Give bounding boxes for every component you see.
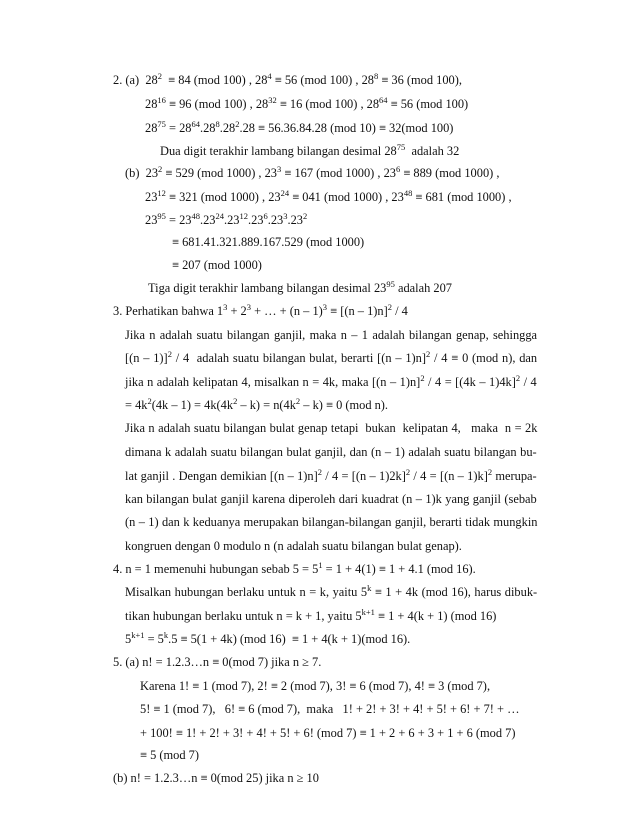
text-run: .23 <box>287 213 303 227</box>
text-run: ≡ [(n – 1)n] <box>327 304 388 318</box>
text-run: ≡ 321 (mod 1000) , 23 <box>165 190 281 204</box>
text-run: 5. (a) n! = 1.2.3…n ≡ 0(mod 7) jika n ≥ 7. <box>113 655 322 669</box>
text-run: (b) 23 <box>125 166 159 180</box>
text-line-p3-1 <box>113 303 408 319</box>
superscript: 2 <box>405 467 411 477</box>
superscript: 2 <box>158 164 163 174</box>
text-run: ) <box>492 609 497 623</box>
text-run: .23 <box>267 213 284 227</box>
text-run: = 1 + 4(1) ≡ 1 + 4.1 (mod 16). <box>322 562 476 576</box>
text-run: / 4 = [(n – 1)k] <box>410 469 488 483</box>
text-run: 5! ≡ 1 (mod 7), 6! ≡ 6 (mod 7), maka 1! + 2! + 3! + 4! + 5! + 6! + 7! + … <box>140 702 520 716</box>
text-run: = 5 <box>144 632 164 646</box>
text-run: .28 <box>219 121 236 135</box>
text-run: = 23 <box>165 213 192 227</box>
superscript: 2 <box>515 373 521 383</box>
text-run: ≡ 1 + 4k (mod 16), harus dibuk- <box>371 585 538 599</box>
text-run: 4. n = 1 memenuhi hubungan sebab 5 = 5 <box>113 562 319 576</box>
superscript: 2 <box>235 119 240 129</box>
text-run: 5 <box>125 632 132 646</box>
text-run: = 28 <box>165 121 192 135</box>
text-run: / 4 = [(4k – 1)4k] <box>424 375 516 389</box>
superscript: 64 <box>379 95 388 105</box>
text-run: .23 <box>223 213 240 227</box>
superscript: 3 <box>283 211 288 221</box>
superscript: 95 <box>157 211 166 221</box>
text-line-p3-9 <box>125 491 537 507</box>
text-line-p4-2 <box>125 584 537 600</box>
superscript: 2 <box>233 396 238 406</box>
superscript: k+1 <box>131 630 145 640</box>
text-run: ≡ 889 (mod 1000) , <box>400 166 500 180</box>
superscript: 2 <box>167 349 172 359</box>
text-run: .28 ≡ 56.36.84.28 (mod 10) ≡ 32(mod 100) <box>239 121 454 135</box>
superscript: 3 <box>223 302 228 312</box>
superscript: 12 <box>157 188 166 198</box>
superscript: 12 <box>239 211 248 221</box>
superscript: 75 <box>157 119 166 129</box>
superscript: 3 <box>246 302 251 312</box>
text-run: (4k – 1) = 4k(4k <box>151 398 234 412</box>
superscript: 75 <box>396 142 406 152</box>
superscript: 2 <box>295 396 301 406</box>
text-run: + 2 <box>227 304 247 318</box>
text-run: kongruen dengan 0 modulo n (n adalah suatu bilangan bulat genap). <box>125 539 462 553</box>
text-run: ≡ 96 (mod 100) , 28 <box>165 97 269 111</box>
superscript: k <box>367 583 372 593</box>
text-run: lat ganjil . Dengan demikian [(n – 1)n] <box>125 469 318 483</box>
text-run: (b) n! = 1.2.3…n ≡ 0(mod 25) jika n ≥ 10 <box>113 771 319 785</box>
text-run: / 4 <box>520 375 537 389</box>
text-run: Tiga digit terakhir lambang bilangan desimal 23 <box>148 281 387 295</box>
text-run: + … + (n – 1) <box>251 304 323 318</box>
text-line-p3-6 <box>125 420 537 436</box>
text-run: kan bilangan bulat ganjil karena diperoleh dari kuadrat (n – 1)k yang ganjil (sebab <box>125 492 537 506</box>
superscript: 6 <box>263 211 268 221</box>
text-run: ≡ 207 (mod 1000) <box>172 258 262 272</box>
text-run: ≡ 1 + 4(k + 1) (mod 16 <box>374 609 493 623</box>
text-line-p2b-6 <box>148 280 452 296</box>
text-line-p5-6 <box>113 770 319 786</box>
text-run: jika n adalah kelipatan 4, misalkan n = 4k, maka [(n – 1)n] <box>125 375 421 389</box>
text-run: 2. (a) 28 <box>113 73 158 87</box>
text-run: Dua digit terakhir lambang bilangan desimal 28 <box>160 144 397 158</box>
superscript: 2 <box>487 467 493 477</box>
text-run: ≡ 681.41.321.889.167.529 (mod 1000) <box>172 235 365 249</box>
text-run: Misalkan hubungan berlaku untuk n = k, yaitu 5 <box>125 585 368 599</box>
text-run: .28 <box>199 121 216 135</box>
superscript: 4 <box>267 71 272 81</box>
superscript: 2 <box>302 211 308 221</box>
text-line-p2a-2 <box>145 96 468 112</box>
text-line-p2a-4 <box>160 143 459 159</box>
text-run: / 4 = [(n – 1)2k] <box>321 469 406 483</box>
text-run: 3. Perhatikan bahwa 1 <box>113 304 224 318</box>
text-line-p4-3 <box>125 608 496 624</box>
text-line-p3-7 <box>125 444 537 460</box>
text-line-p5-3 <box>140 701 519 717</box>
text-run: .23 <box>199 213 216 227</box>
superscript: 3 <box>277 164 282 174</box>
text-run: – k) = n(4k <box>237 398 296 412</box>
text-run: ≡ 5 (mod 7) <box>140 748 199 762</box>
text-run: ≡ 36 (mod 100), <box>378 73 462 87</box>
text-run: – k) ≡ 0 (mod n). <box>300 398 389 412</box>
text-line-p5-1 <box>113 654 321 670</box>
superscript: 16 <box>157 95 166 105</box>
superscript: 6 <box>395 164 401 174</box>
text-run: ≡ 56 (mod 100) , 28 <box>271 73 374 87</box>
superscript: 2 <box>420 373 425 383</box>
text-run: .23 <box>247 213 264 227</box>
text-line-p3-11 <box>125 538 462 554</box>
text-line-p3-2 <box>125 327 537 343</box>
superscript: 64 <box>191 119 200 129</box>
superscript: 2 <box>317 467 322 477</box>
text-line-p2b-1 <box>125 165 499 181</box>
text-line-p3-8 <box>125 468 537 484</box>
text-line-p3-4 <box>125 374 537 390</box>
text-line-p2b-2 <box>145 189 512 205</box>
text-run: ≡ 84 (mod 100) , 28 <box>161 73 268 87</box>
superscript: 32 <box>268 95 277 105</box>
text-line-p4-4 <box>125 631 410 647</box>
text-line-p5-5 <box>140 747 199 763</box>
text-run: ≡ 167 (mod 1000) , 23 <box>281 166 396 180</box>
text-run: (n – 1) dan k keduanya merupakan bilangan-bilangan ganjil, berarti tidak mungkin <box>125 515 538 529</box>
text-run: .5 ≡ 5(1 + 4k) (mod 16) ≡ 1 + 4(k + 1)(mod 16). <box>168 632 411 646</box>
text-run: 28 <box>145 121 158 135</box>
text-run: / 4 adalah suatu bilangan bulat, berarti [(n – 1)n] <box>171 351 426 365</box>
superscript: 1 <box>318 560 323 570</box>
text-run: 23 <box>145 213 158 227</box>
superscript: 48 <box>403 188 413 198</box>
text-run: [(n – 1)] <box>125 351 168 365</box>
text-line-p3-10 <box>125 514 537 530</box>
text-run: merupa- <box>492 469 537 483</box>
text-run: Jika n adalah suatu bilangan ganjil, maka n – 1 adalah bilangan genap, sehingga <box>125 328 538 342</box>
text-run: ≡ 56 (mod 100) <box>387 97 469 111</box>
text-line-p2b-5 <box>172 257 262 273</box>
text-run: / 4 ≡ 0 (mod n), dan <box>430 351 538 365</box>
superscript: 8 <box>373 71 379 81</box>
superscript: 2 <box>387 302 392 312</box>
superscript: 95 <box>386 279 395 289</box>
superscript: 24 <box>280 188 290 198</box>
text-run: = 4k <box>125 398 148 412</box>
text-line-p4-1 <box>113 561 476 577</box>
superscript: 2 <box>426 349 431 359</box>
superscript: 2 <box>147 396 152 406</box>
text-run: tikan hubungan berlaku untuk n = k + 1, yaitu 5 <box>125 609 362 623</box>
superscript: 8 <box>215 119 220 129</box>
text-run: adalah 207 <box>394 281 452 295</box>
text-run: ≡ 16 (mod 100) , 28 <box>276 97 380 111</box>
text-line-p2a-1 <box>113 72 462 88</box>
superscript: 48 <box>191 211 200 221</box>
text-line-p2b-3 <box>145 212 307 228</box>
text-run: Karena 1! ≡ 1 (mod 7), 2! ≡ 2 (mod 7), 3! ≡ 6 (mod 7), 4! ≡ 3 (mod 7), <box>140 679 491 693</box>
text-run: dimana k adalah suatu bilangan bulat ganjil, dan (n – 1) adalah suatu bilangan bu- <box>125 445 537 459</box>
text-line-p2b-4 <box>172 234 364 250</box>
text-line-p3-5 <box>125 397 388 413</box>
text-run: 28 <box>145 97 158 111</box>
superscript: 2 <box>157 71 162 81</box>
text-line-p3-3 <box>125 350 537 366</box>
superscript: 24 <box>215 211 224 221</box>
text-run: / 4 <box>391 304 408 318</box>
text-run: Jika n adalah suatu bilangan bulat genap tetapi bukan kelipatan 4, maka n = 2k <box>125 421 538 435</box>
superscript: 3 <box>322 302 328 312</box>
text-run: ≡ 529 (mod 1000) , 23 <box>162 166 278 180</box>
superscript: k <box>163 630 169 640</box>
text-run: ≡ 041 (mod 1000) , 23 <box>289 190 404 204</box>
text-run: adalah 32 <box>405 144 460 158</box>
text-run: + 100! ≡ 1! + 2! + 3! + 4! + 5! + 6! (mod 7) ≡ 1 + 2 + 6 + 3 + 1 + 6 (mod 7) <box>140 726 516 740</box>
text-line-p5-2 <box>140 678 490 694</box>
text-line-p2a-3 <box>145 120 453 136</box>
text-line-p5-4 <box>140 725 515 741</box>
text-run: 23 <box>145 190 158 204</box>
text-run: ≡ 681 (mod 1000) , <box>412 190 512 204</box>
superscript: k+1 <box>361 607 375 617</box>
